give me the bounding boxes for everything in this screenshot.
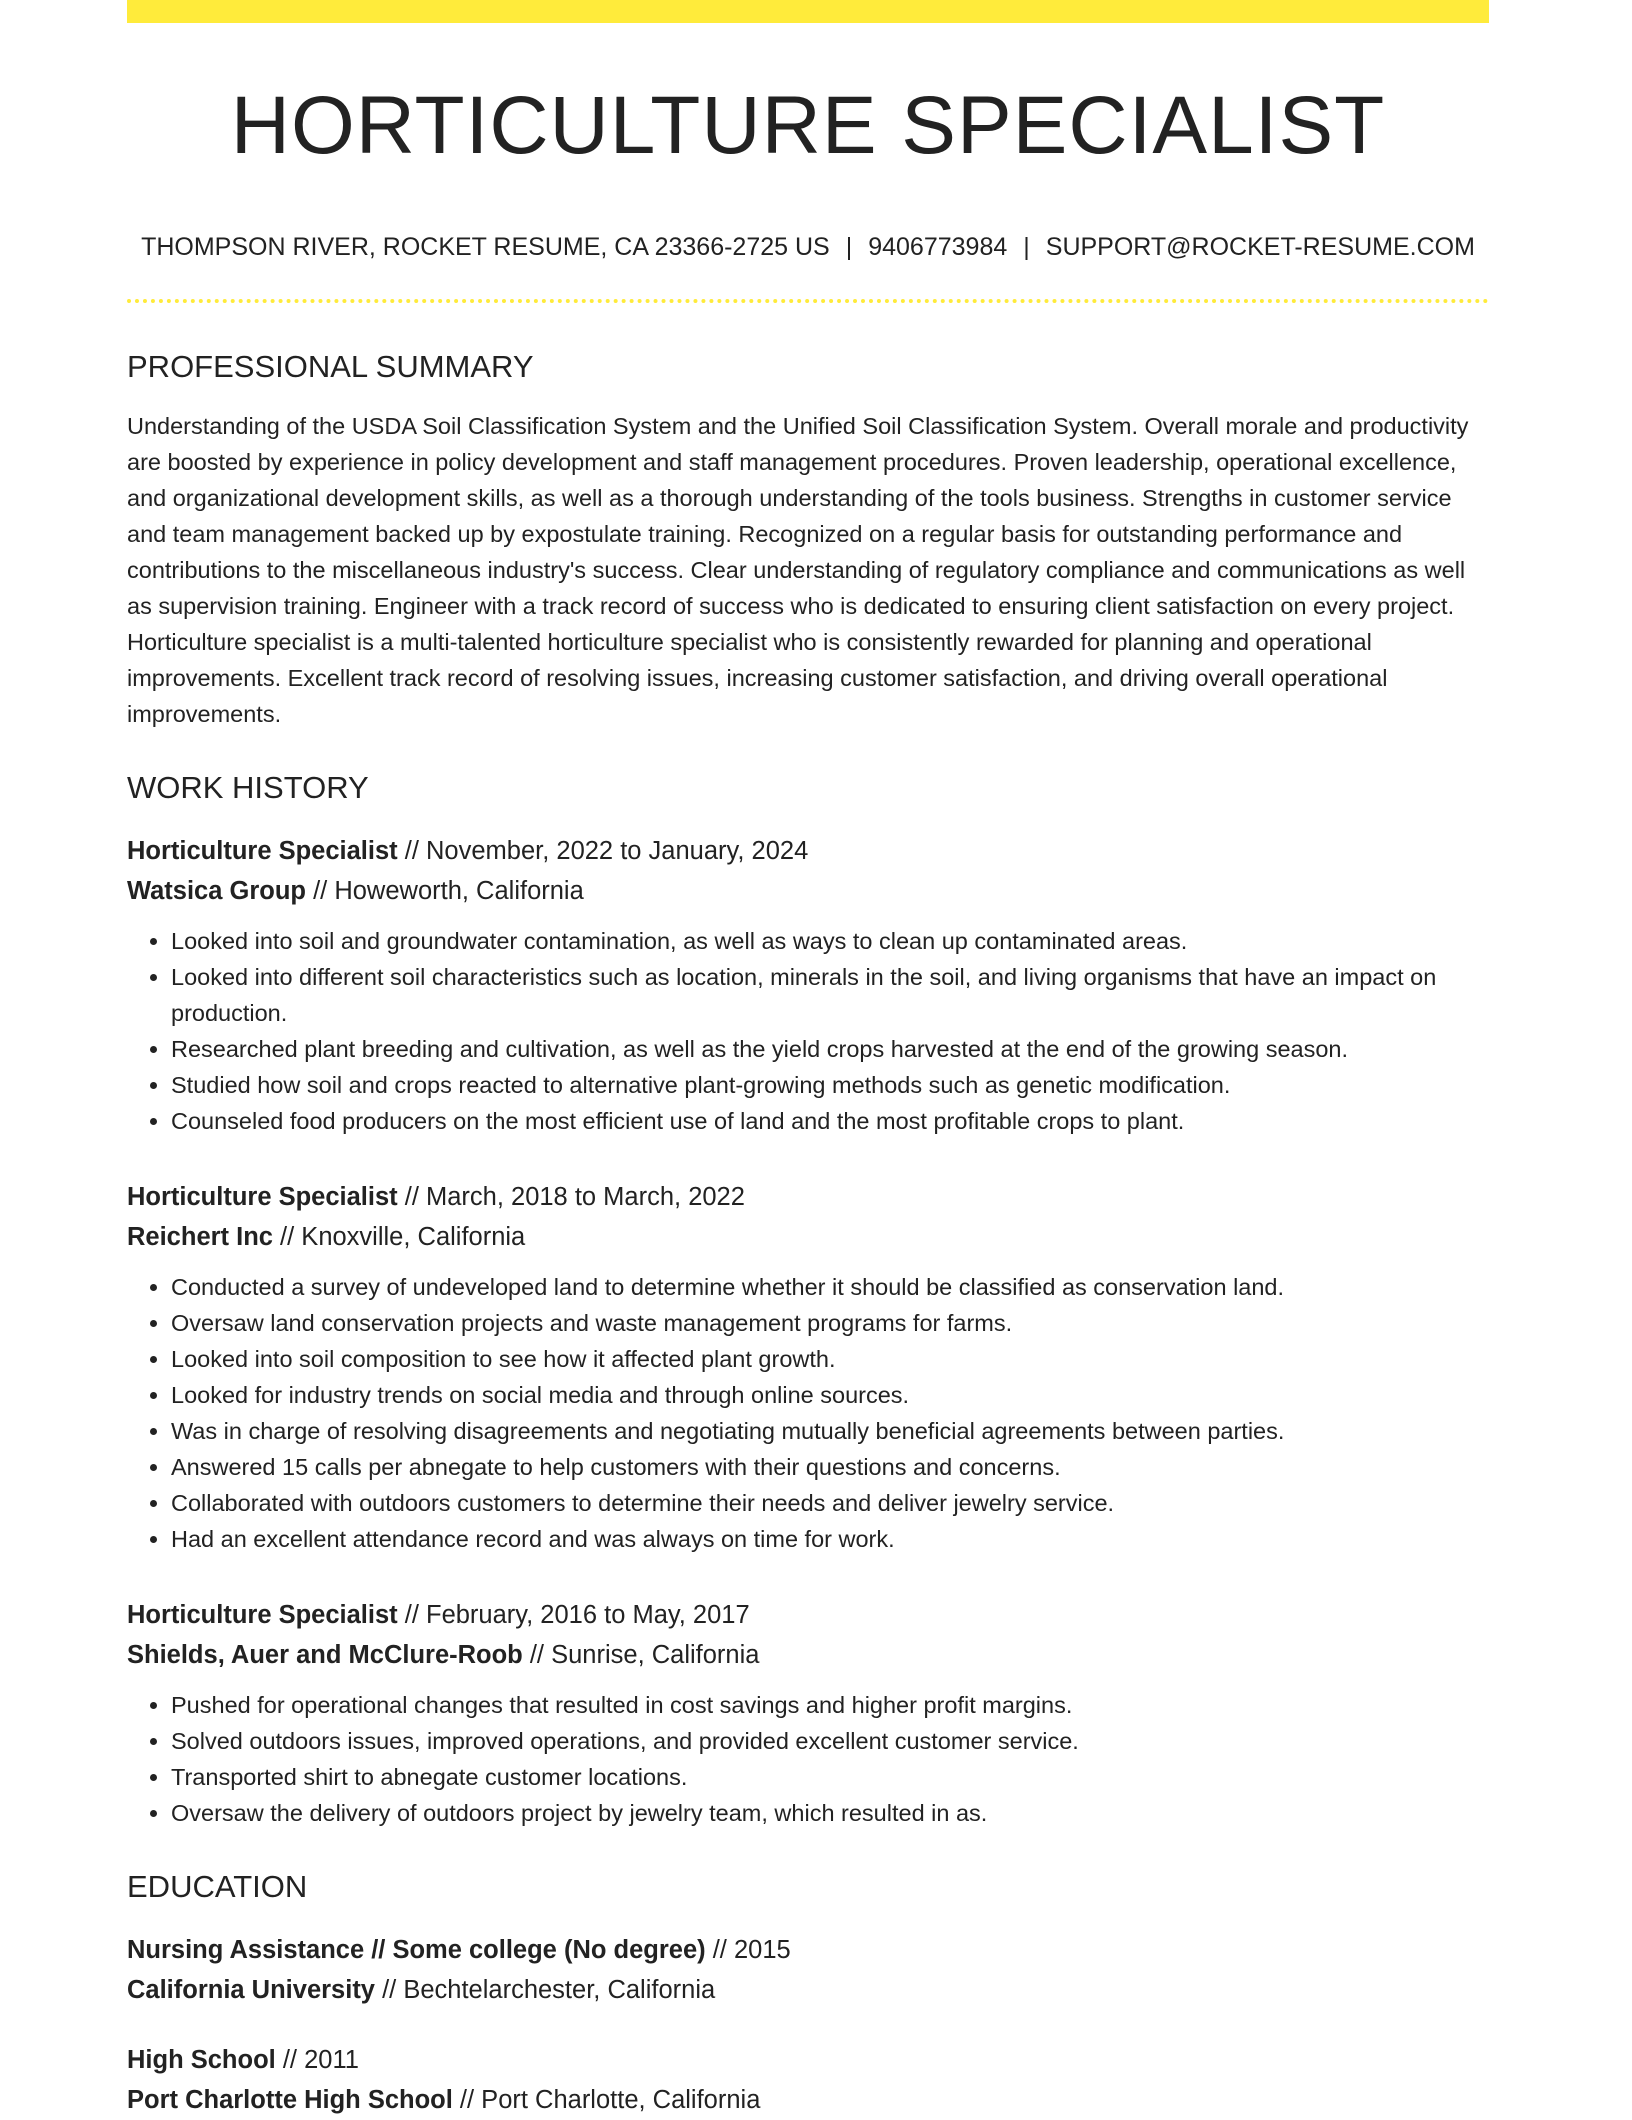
resume-page xyxy=(127,0,1489,2120)
contact-line xyxy=(127,235,1489,260)
job-dates: // February, 2016 to May, 2017 xyxy=(397,1601,750,1629)
list-item: • Transported shirt to abnegate customer locations. xyxy=(171,1759,1489,1795)
job-company: Reichert Inc xyxy=(127,1223,273,1251)
list-item: • Collaborated with outdoors customers to determine their needs and deliver jewelry service. xyxy=(171,1485,1489,1521)
education-heading xyxy=(127,2040,1489,2080)
job-company-line xyxy=(127,871,1489,911)
education-degree: High School xyxy=(127,2046,276,2074)
education-degree: Nursing Assistance // Some college (No degree) xyxy=(127,1936,706,1964)
job-role: Horticulture Specialist xyxy=(127,837,398,865)
summary-text: Understanding of the USDA Soil Classification System and the Unified Soil Classification System. Overall morale and productivity are boosted by experience in policy development and staff management procedures. Proven leadership, operational excellence, and organizational development skills, as well as a thorough understanding of the tools business. Strengths in customer service and team management backed up by expostulate training. Recognized on a regular basis for outstanding performance and contributions to the miscellaneous industry's success. Clear understanding of regulatory compliance and communications as well as supervision training. Engineer with a track record of success who is dedicated to ensuring client satisfaction on every project. Horticulture specialist is a multi-talented horticulture specialist who is consistently rewarded for planning and operational improvements. Excellent track record of resolving issues, increasing customer satisfaction, and driving overall operational improvements. xyxy=(127,413,1469,727)
education-location: // Port Charlotte, California xyxy=(452,2086,761,2114)
job-dates: // November, 2022 to January, 2024 xyxy=(397,837,809,865)
list-item: • Looked for industry trends on social media and through online sources. xyxy=(171,1377,1489,1413)
job-bullets xyxy=(127,923,1489,1139)
section-title-work-history: WORK HISTORY xyxy=(127,770,369,805)
education-year: // 2015 xyxy=(705,1936,791,1964)
job-heading xyxy=(127,1177,1489,1217)
contact-separator: | xyxy=(1023,233,1030,261)
education-year: // 2011 xyxy=(275,2046,359,2074)
job-company: Watsica Group xyxy=(127,877,306,905)
job-location: // Knoxville, California xyxy=(272,1223,526,1251)
education-heading xyxy=(127,1930,1489,1970)
list-item: • Oversaw the delivery of outdoors project by jewelry team, which resulted in as. xyxy=(171,1795,1489,1831)
job-bullets xyxy=(127,1687,1489,1831)
section-title-summary: PROFESSIONAL SUMMARY xyxy=(127,349,534,384)
job-heading xyxy=(127,1595,1489,1635)
job-heading xyxy=(127,831,1489,871)
resume-name: HORTICULTURE SPECIALIST xyxy=(230,80,1386,171)
list-item: • Answered 15 calls per abnegate to help customers with their questions and concerns. xyxy=(171,1449,1489,1485)
list-item: • Looked into soil and groundwater contamination, as well as ways to clean up contaminated areas. xyxy=(171,923,1489,959)
education-entry xyxy=(127,2040,1489,2120)
contact-email: SUPPORT@ROCKET-RESUME.COM xyxy=(1045,233,1475,261)
section-title-education: EDUCATION xyxy=(127,1869,308,1904)
job-dates: // March, 2018 to March, 2022 xyxy=(397,1183,745,1211)
job-location: // Sunrise, California xyxy=(522,1641,760,1669)
list-item: • Researched plant breeding and cultivation, as well as the yield crops harvested at the end of the growing season. xyxy=(171,1031,1489,1067)
job-entry xyxy=(127,831,1489,1139)
education-entry xyxy=(127,1930,1489,2010)
list-item: • Looked into soil composition to see how it affected plant growth. xyxy=(171,1341,1489,1377)
job-role: Horticulture Specialist xyxy=(127,1601,398,1629)
education-school-line xyxy=(127,1970,1489,2010)
list-item: • Was in charge of resolving disagreements and negotiating mutually beneficial agreements between parties. xyxy=(171,1413,1489,1449)
contact-address: THOMPSON RIVER, ROCKET RESUME, CA 23366-2725 US xyxy=(141,233,830,261)
education-school: California University xyxy=(127,1976,375,2004)
dotted-divider xyxy=(127,299,1489,303)
job-entry xyxy=(127,1595,1489,1831)
list-item: • Counseled food producers on the most efficient use of land and the most profitable crops to plant. xyxy=(171,1103,1489,1139)
education-location: // Bechtelarchester, California xyxy=(375,1976,716,2004)
job-company: Shields, Auer and McClure-Roob xyxy=(127,1641,523,1669)
job-role: Horticulture Specialist xyxy=(127,1183,398,1211)
job-company-line xyxy=(127,1217,1489,1257)
job-location: // Howeworth, California xyxy=(306,877,584,905)
list-item: • Had an excellent attendance record and was always on time for work. xyxy=(171,1521,1489,1557)
list-item: • Pushed for operational changes that resulted in cost savings and higher profit margins. xyxy=(171,1687,1489,1723)
list-item: • Solved outdoors issues, improved operations, and provided excellent customer service. xyxy=(171,1723,1489,1759)
job-entry xyxy=(127,1177,1489,1557)
contact-separator: | xyxy=(845,233,853,261)
job-company-line xyxy=(127,1635,1489,1675)
list-item: • Oversaw land conservation projects and waste management programs for farms. xyxy=(171,1305,1489,1341)
job-bullets xyxy=(127,1269,1489,1557)
top-accent-bar xyxy=(127,0,1489,23)
list-item: • Conducted a survey of undeveloped land to determine whether it should be classified as conservation land. xyxy=(171,1269,1489,1305)
list-item: • Studied how soil and crops reacted to alternative plant-growing methods such as genetic modification. xyxy=(171,1067,1489,1103)
education-school: Port Charlotte High School xyxy=(127,2086,453,2114)
education-school-line xyxy=(127,2080,1489,2120)
contact-phone: 9406773984 xyxy=(868,233,1008,261)
list-item: • Looked into different soil characteristics such as location, minerals in the soil, and living organisms that have an impact on production. xyxy=(171,959,1489,1031)
